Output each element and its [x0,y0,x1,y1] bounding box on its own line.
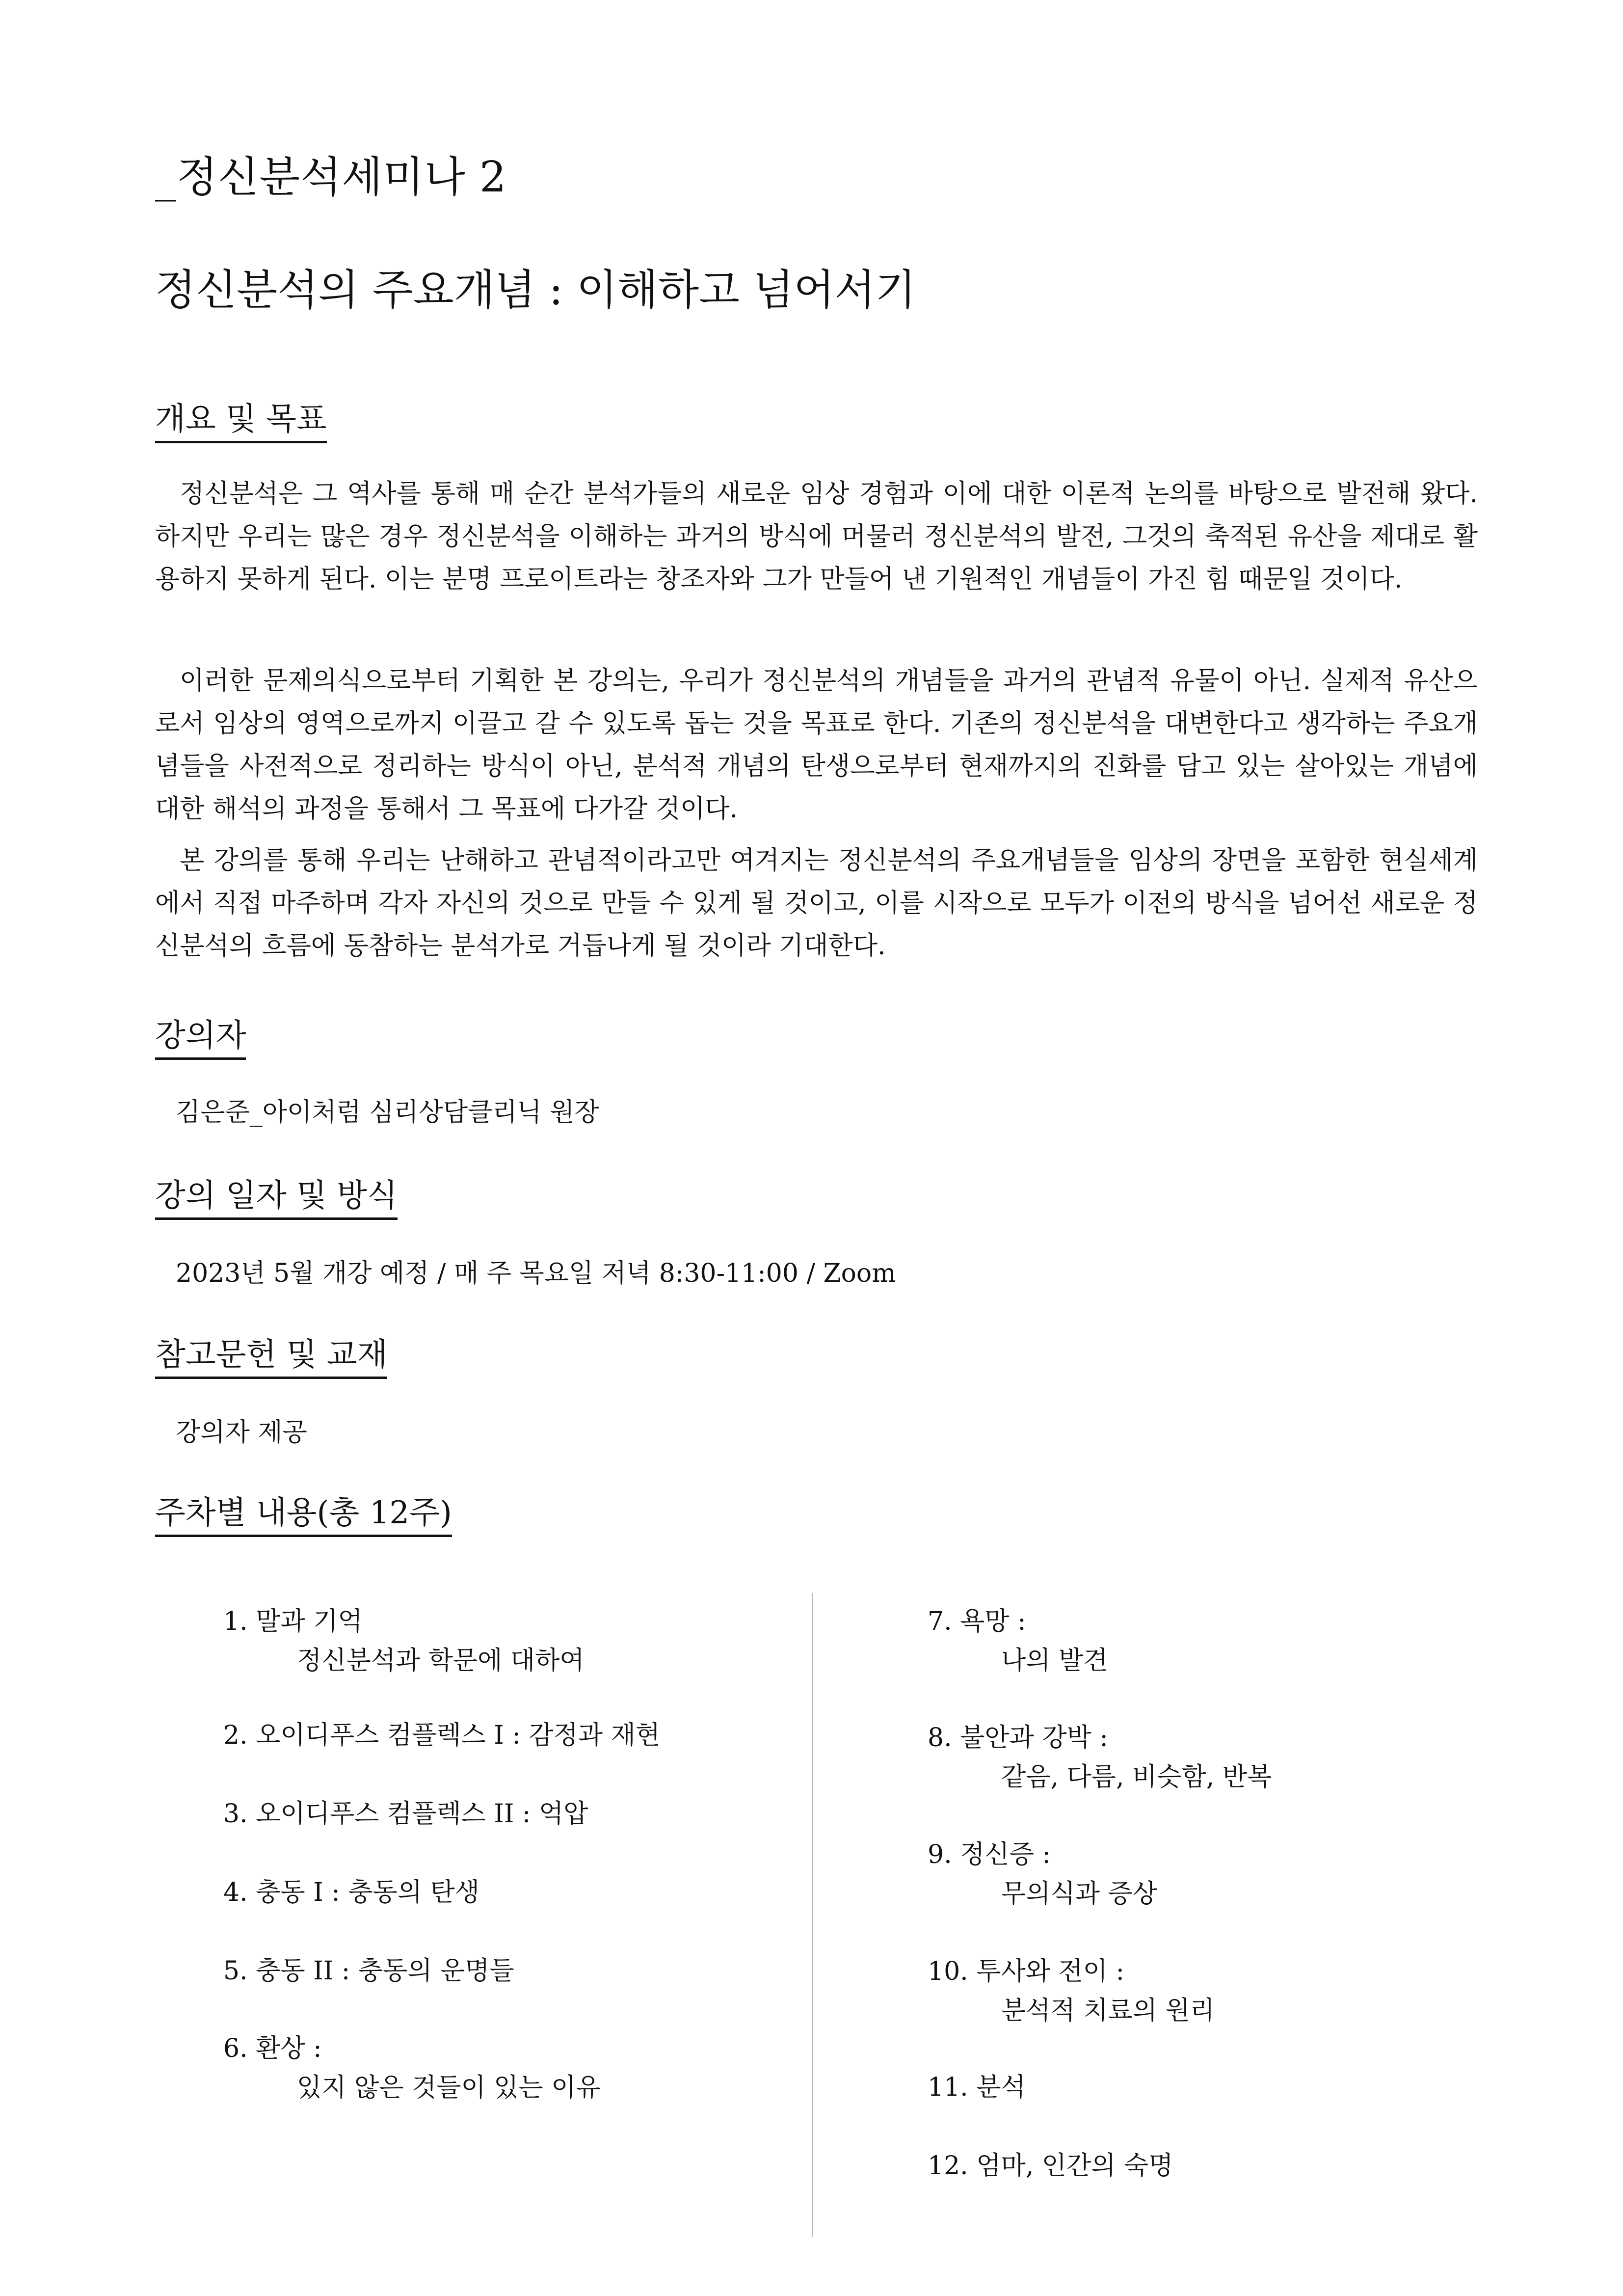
series-label: _정신분석세미나 2 [155,153,507,202]
week-item-7 [928,1602,1108,1680]
week-title: 10. 투사와 전이 : [928,1957,1124,1986]
week-item-4 [223,1873,479,1912]
week-item-8 [928,1718,1272,1797]
week-topic: 분석적 치료의 원리 [1001,1996,1215,2026]
overview-paragraph-2: 이러한 문제의식으로부터 기획한 본 강의는, 우리가 정신분석의 개념들을 과거의 관념적 유물이 아닌. 실제적 유산으로서 임상의 영역으로까지 이끌고 갈 수 있도록 돕는 것을 목표로 한다. 기존의 정신분석을 대변한다고 생각하는 주요개념들을 사전적으로 정리하는 방식이 아닌, 분석적 개념의 탄생으로부터 현재까지의 진화를 담고 있는 살아있는 개념에 대한 해석의 과정을 통해서 그 목표에 다가갈 것이다. [155,666,1478,824]
document-title: 정신분석의 주요개념 : 이해하고 넘어서기 [155,266,916,315]
week-topic: 같음, 다름, 비슷함, 반복 [1001,1762,1272,1792]
week-item-12 [928,2146,1173,2186]
week-title: 7. 욕망 : [928,1607,1026,1636]
week-title: 9. 정신증 : [928,1840,1051,1869]
week-title: 1. 말과 기억 [223,1607,363,1636]
curriculum-heading: 주차별 내용(총 12주) [155,1497,452,1537]
overview-paragraph-3: 본 강의를 통해 우리는 난해하고 관념적이라고만 여겨지는 정신분석의 주요개념들을 임상의 장면을 포함한 현실세계에서 직접 마주하며 각자 자신의 것으로 만들 수 있게 될 것이고, 이를 시작으로 모두가 이전의 방식을 넘어선 새로운 정신분석의 흐름에 동참하는 분석가로 거듭나게 될 것이라 기대한다. [155,846,1478,961]
week-item-10 [928,1952,1215,2030]
references-text: 강의자 제공 [176,1418,307,1447]
week-title: 6. 환상 : [223,2034,322,2063]
week-topic: 나의 발견 [1001,1646,1108,1675]
week-item-6 [223,2029,601,2107]
week-item-5 [223,1951,514,1991]
column-divider [812,1593,813,2237]
week-title: 12. 엄마, 인간의 숙명 [928,2151,1173,2181]
overview-heading: 개요 및 목표 [155,404,327,443]
week-title: 2. 오이디푸스 컴플렉스 I : 감정과 재현 [223,1721,661,1750]
schedule-text: 2023년 5월 개강 예정 / 매 주 목요일 저녁 8:30-11:00 / Zoom [176,1259,896,1288]
week-title: 8. 불안과 강박 : [928,1723,1108,1753]
week-item-11 [928,2068,1026,2107]
week-title: 4. 충동 I : 충동의 탄생 [223,1878,479,1907]
week-title: 3. 오이디푸스 컴플렉스 II : 억압 [223,1799,588,1829]
week-item-3 [223,1794,588,1834]
week-topic: 무의식과 증상 [1001,1879,1157,1909]
week-item-2 [223,1716,660,1755]
schedule-heading: 강의 일자 및 방식 [155,1180,398,1220]
week-topic: 있지 않은 것들이 있는 이유 [297,2073,601,2103]
week-item-1 [223,1602,585,1680]
lecturer-text: 김은준_아이처럼 심리상담클리닉 원장 [176,1098,599,1127]
lecturer-heading: 강의자 [155,1020,246,1060]
week-title: 11. 분석 [928,2073,1026,2102]
week-title: 5. 충동 II : 충동의 운명들 [223,1956,514,1986]
references-heading: 참고문헌 및 교재 [155,1339,387,1379]
overview-paragraph-1: 정신분석은 그 역사를 통해 매 순간 분석가들의 새로운 임상 경험과 이에 대한 이론적 논의를 바탕으로 발전해 왔다. 하지만 우리는 많은 경우 정신분석을 이해하는 과거의 방식에 머물러 정신분석의 발전, 그것의 축적된 유산을 제대로 활용하지 못하게 된다. 이는 분명 프로이트라는 창조자와 그가 만들어 낸 기원적인 개념들이 가진 힘 때문일 것이다. [155,479,1478,594]
week-topic: 정신분석과 학문에 대하여 [297,1646,585,1675]
week-item-9 [928,1835,1157,1914]
